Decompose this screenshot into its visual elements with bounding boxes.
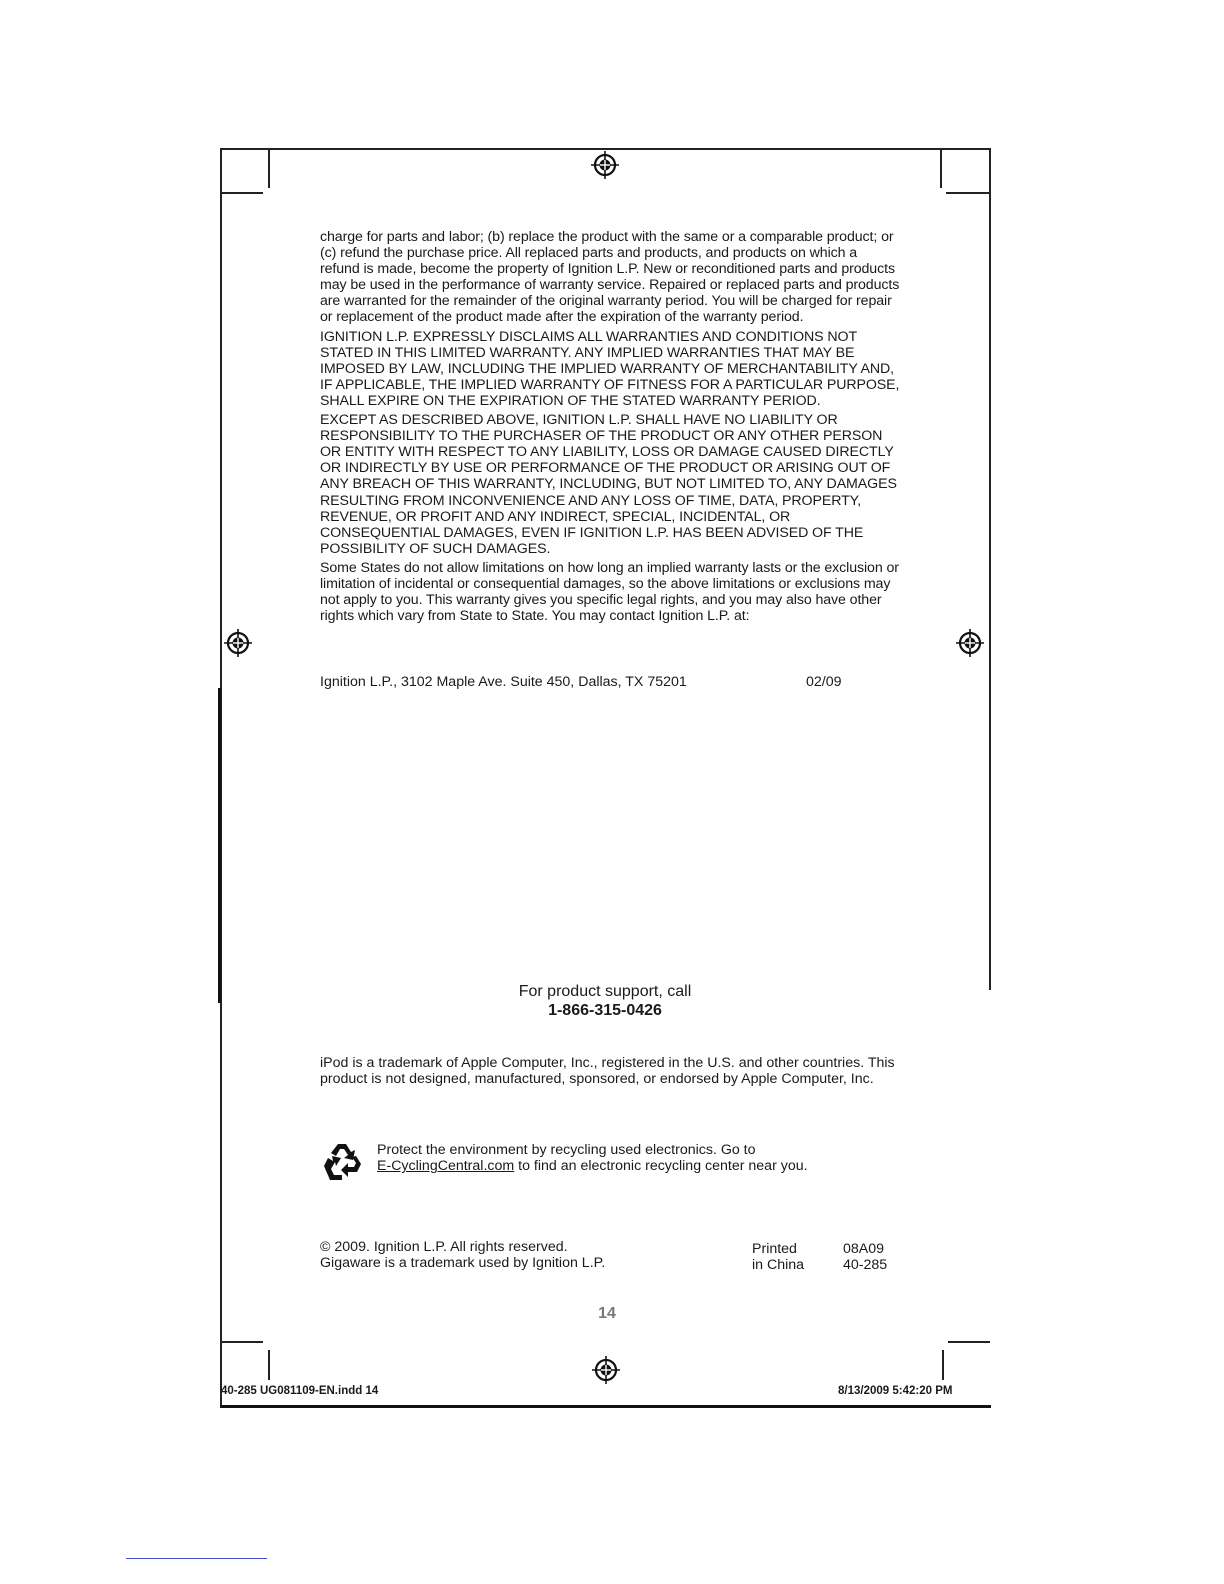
warranty-text	[320, 229, 900, 627]
print-code-2: 40-285	[843, 1257, 888, 1274]
page-number: 14	[598, 1305, 616, 1322]
crop-mark	[268, 1350, 270, 1380]
print-codes-block	[843, 1241, 887, 1274]
crop-mark	[946, 192, 990, 194]
crop-mark	[268, 148, 270, 188]
support-phone: 1-866-315-0426	[548, 1002, 662, 1019]
page-frame-left-edge	[218, 688, 221, 1003]
support-call-text: For product support, call	[518, 983, 692, 1000]
slug-filename: 40-285 UG081109-EN.indd 14	[221, 1385, 379, 1397]
registration-mark-icon	[592, 1356, 620, 1384]
printed-line-1: Printed	[752, 1241, 797, 1257]
footnote-rule	[126, 1558, 267, 1559]
company-address: Ignition L.P., 3102 Maple Ave. Suite 450, Dallas, TX 75201	[320, 674, 687, 690]
printed-line-2: in China	[752, 1257, 805, 1274]
page-frame-right-edge	[989, 148, 991, 990]
printed-in-block	[752, 1241, 804, 1274]
registration-mark-icon	[591, 151, 619, 179]
crop-mark	[221, 1341, 263, 1343]
recycle-icon	[320, 1142, 364, 1182]
recycling-text-intro: Protect the environment by recycling used electronics. Go to	[377, 1142, 756, 1158]
disclaimer-paragraph: IGNITION L.P. EXPRESSLY DISCLAIMS ALL WARRANTIES AND CONDITIONS NOT STATED IN THIS LIMITED WARRANTY. ANY IMPLIED WARRANTIES THAT MAY BE IMPOSED BY LAW, INCLUDING THE IMPLIED WARRANTY OF MERCHANTABILITY AND, IF APPLICABLE, THE IMPLIED WARRANTY OF FITNESS FOR A PARTICULAR PURPOSE, SHALL EXPIRE ON THE EXPIRATION OF THE STATED WARRANTY PERIOD.	[320, 328, 900, 409]
recycling-notice	[377, 1142, 897, 1175]
page-frame-bottom-edge	[220, 1405, 991, 1408]
state-rights-paragraph: Some States do not allow limitations on how long an implied warranty lasts or the exclusion or limitation of incidental or consequential damages, so the above limitations or exclusions may not apply to you. This warranty gives you specific legal rights, and you may also have other rights which vary from State to State. You may contact Ignition L.P. at:	[320, 559, 899, 625]
crop-mark	[221, 192, 263, 194]
recycling-text-tail: to find an electronic recycling center near you.	[514, 1158, 808, 1175]
registration-mark-icon	[956, 629, 984, 657]
gigaware-trademark-line: Gigaware is a trademark used by Ignition L.P.	[320, 1255, 606, 1272]
registration-mark-icon	[224, 629, 252, 657]
warranty-paragraph: charge for parts and labor; (b) replace the product with the same or a comparable product; or (c) refund the purchase price. All replaced parts and products, and products on which a refund is made, become the property of Ignition L.P. New or reconditioned parts and products may be used in the performance of warranty service. Repaired or replaced parts and products are warranted for the remainder of the original warranty period. You will be charged for repair or replacement of the product made after the expiration of the warranty period.	[320, 229, 900, 326]
trademark-notice: iPod is a trademark of Apple Computer, Inc., registered in the U.S. and other countries. This product is not designed, manufactured, sponsored, or endorsed by Apple Computer, Inc.	[320, 1055, 895, 1088]
print-code-1: 08A09	[843, 1241, 885, 1257]
crop-mark	[948, 1341, 990, 1343]
crop-mark	[940, 148, 942, 188]
copyright-line: © 2009. Ignition L.P. All rights reserved.	[320, 1239, 568, 1255]
crop-mark	[942, 1350, 944, 1380]
liability-paragraph: EXCEPT AS DESCRIBED ABOVE, IGNITION L.P. SHALL HAVE NO LIABILITY OR RESPONSIBILITY TO THE PURCHASER OF THE PRODUCT OR ANY OTHER PERSON OR ENTITY WITH RESPECT TO ANY LIABILITY, LOSS OR DAMAGE CAUSED DIRECTLY OR INDIRECTLY BY USE OR PERFORMANCE OF THE PRODUCT OR ARISING OUT OF ANY BREACH OF THIS WARRANTY, INCLUDING, BUT NOT LIMITED TO, ANY DAMAGES RESULTING FROM INCONVENIENCE AND ANY LOSS OF TIME, DATA, PROPERTY, REVENUE, OR PROFIT AND ANY INDIRECT, SPECIAL, INCIDENTAL, OR CONSEQUENTIAL DAMAGES, EVEN IF IGNITION L.P. HAS BEEN ADVISED OF THE POSSIBILITY OF SUCH DAMAGES.	[320, 412, 897, 557]
ecycling-link[interactable]: E-CyclingCentral.com	[377, 1158, 515, 1175]
slug-timestamp: 8/13/2009 5:42:20 PM	[838, 1385, 953, 1397]
copyright-block	[320, 1239, 605, 1271]
address-date: 02/09	[806, 674, 842, 690]
